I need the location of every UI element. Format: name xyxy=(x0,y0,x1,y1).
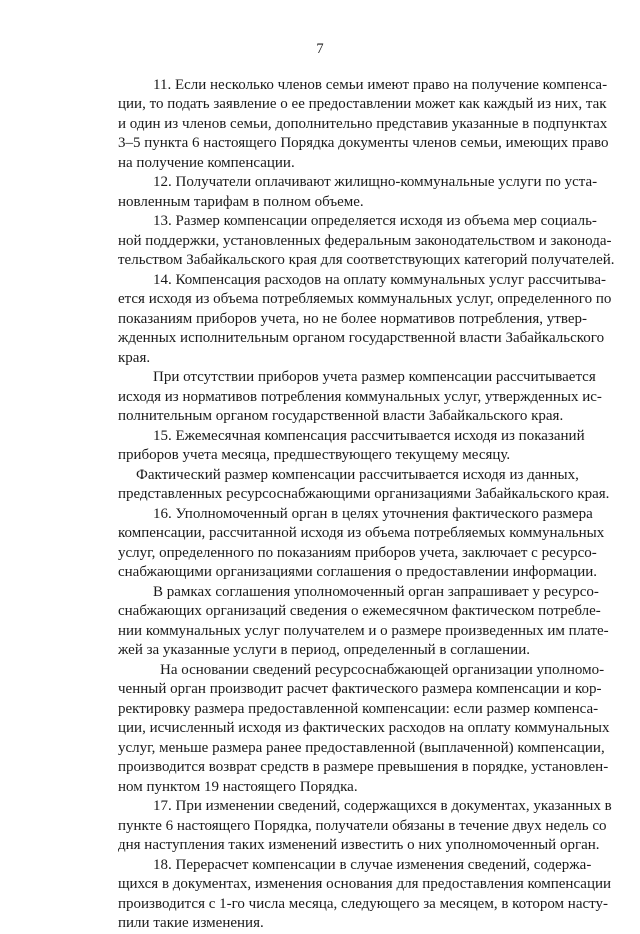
text-line: 17. При изменении сведений, содержащихся в документах, указанных в xyxy=(153,798,612,814)
text-line: ректировку размера предоставленной компенсации: если размер компенса- xyxy=(118,700,599,717)
text-line: пили такие изменения. xyxy=(118,915,264,931)
text-line: ном пунктом 19 настоящего Порядка. xyxy=(118,778,358,795)
paragraph-15 xyxy=(118,427,585,466)
paragraph-16-continued xyxy=(118,583,609,661)
paragraph-15-continued xyxy=(118,466,610,505)
document-body xyxy=(118,76,615,934)
text-line: на получение компенсации. xyxy=(118,154,295,171)
text-line: щихся в документах, изменения основания для предоставления компенсации xyxy=(118,876,612,892)
paragraph-18 xyxy=(118,856,612,934)
text-line: ченный орган производит расчет фактического размера компенсации и кор- xyxy=(118,681,602,697)
paragraph-16-final xyxy=(118,661,610,798)
text-line: приборов учета месяца, предшествующего текущему месяцу. xyxy=(118,447,511,463)
text-line: услуг, определенного по показаниям приборов учета, заключает с ресурсо- xyxy=(118,544,597,561)
text-line: и один из членов семьи, дополнительно представив указанные в подпунктах xyxy=(118,115,608,132)
paragraph-11 xyxy=(118,76,609,174)
text-line: 12. Получатели оплачивают жилищно-коммунальные услуги по уста- xyxy=(153,174,598,190)
text-line: В рамках соглашения уполномоченный орган запрашивает у ресурсо- xyxy=(153,583,599,600)
text-line: 15. Ежемесячная компенсация рассчитывается исходя из показаний xyxy=(153,427,585,444)
text-line: дня наступления таких изменений известить о них уполномоченный орган. xyxy=(118,837,600,853)
text-line: представленных ресурсоснабжающими организациями Забайкальского края. xyxy=(118,486,610,502)
text-line: ции, то подать заявление о ее предоставлении может как каждый из них, так xyxy=(118,96,607,112)
text-line: новленным тарифам в полном объеме. xyxy=(118,193,364,210)
text-line: 18. Перерасчет компенсации в случае изменения сведений, содержа- xyxy=(153,856,592,873)
text-line: 13. Размер компенсации определяется исходя из объема мер социаль- xyxy=(153,213,597,229)
text-line: показаниям приборов учета, но не более нормативов потребления, утвер- xyxy=(118,310,587,327)
text-line: жденных исполнительным органом государственной власти Забайкальского xyxy=(118,330,605,346)
text-line: исходя из нормативов потребления коммунальных услуг, утвержденных ис- xyxy=(118,388,602,405)
text-line: услуг, меньше размера ранее предоставленной (выплаченной) компенсации, xyxy=(118,739,605,756)
text-line: 14. Компенсация расходов на оплату коммунальных услуг рассчитыва- xyxy=(153,271,606,288)
paragraph-16 xyxy=(118,505,605,583)
paragraph-12 xyxy=(118,173,598,212)
text-line: На основании сведений ресурсоснабжающей организации уполномо- xyxy=(160,661,605,678)
text-line: жей за указанные услуги в период, определенный в соглашении. xyxy=(118,642,530,658)
text-line: снабжающих организаций сведения о ежемесячном фактическом потребле- xyxy=(118,603,601,619)
text-line: производится с 1-го числа месяца, следующего за месяцем, в котором насту- xyxy=(118,895,608,912)
text-line: производится возврат средств в размере превышения в порядке, установлен- xyxy=(118,759,609,775)
text-line: 16. Уполномоченный орган в целях уточнения фактического размера xyxy=(153,505,593,522)
text-line: нии коммунальных услуг получателем и о размере произведенных им плате- xyxy=(118,622,609,639)
text-line: ной поддержки, установленных федеральным законодательством и законода- xyxy=(118,232,612,249)
page-number: 7 xyxy=(316,41,324,57)
text-line: полнительным органом государственной власти Забайкальского края. xyxy=(118,408,564,424)
paragraph-13 xyxy=(118,212,615,271)
text-line: края. xyxy=(118,349,151,366)
paragraph-14 xyxy=(118,271,612,369)
text-line: компенсации, рассчитанной исходя из объема потребляемых коммунальных xyxy=(118,525,605,541)
text-line: 11. Если несколько членов семьи имеют право на получение компенса- xyxy=(153,76,608,93)
text-line: При отсутствии приборов учета размер компенсации рассчитывается xyxy=(153,369,596,385)
text-line: 3–5 пункта 6 настоящего Порядка документы членов семьи, имеющих право xyxy=(118,135,609,151)
paragraph-14-continued xyxy=(118,368,602,427)
text-line: Фактический размер компенсации рассчитывается исходя из данных, xyxy=(136,466,579,483)
text-line: ции, исчисленный исходя из фактических расходов на оплату коммунальных xyxy=(118,720,610,736)
text-line: пункте 6 настоящего Порядка, получатели обязаны в течение двух недель со xyxy=(118,817,607,834)
paragraph-17 xyxy=(118,797,612,856)
text-line: тельством Забайкальского края для соответствующих категорий получателей. xyxy=(118,252,615,268)
text-line: ется исходя из объема потребляемых коммунальных услуг, определенного по xyxy=(118,291,612,307)
text-line: снабжающими организациями соглашения о предоставлении информации. xyxy=(118,564,598,580)
